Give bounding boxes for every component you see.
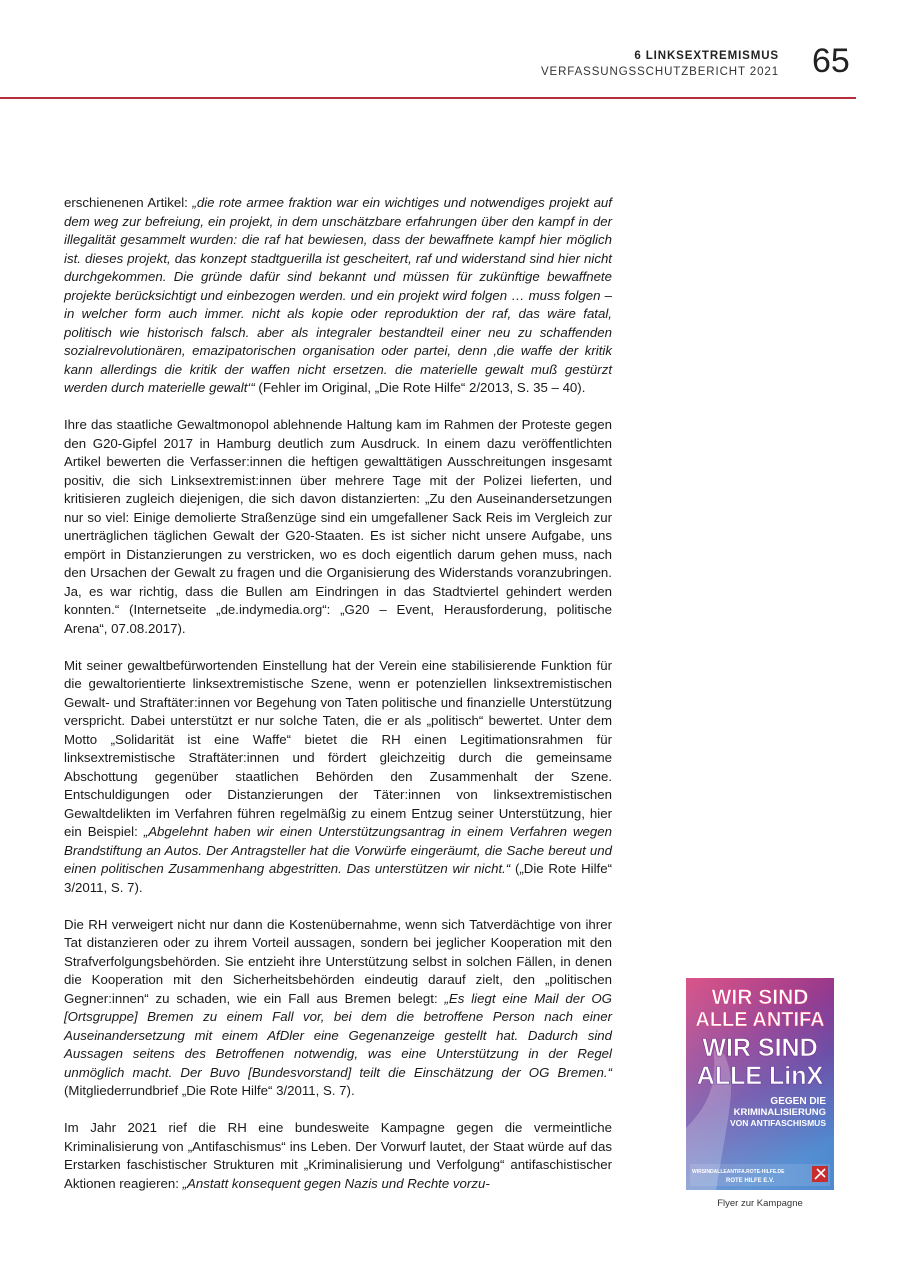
flyer-sub1: GEGEN DIE <box>770 1096 826 1107</box>
flyer-line1: WIR SIND <box>711 986 809 1009</box>
quote-text: „Abgelehnt haben wir einen Unterstützungsantrag in einem Verfahren wegen Brandstiftung an Autos. Der Antragsteller hat die Vorwürfe eingeräumt, die Sache bereut und einen politischen Zusammenhang abgestritten. Das unterstützen wir nicht.“ <box>64 824 612 876</box>
body-text: erschienenen Artikel: <box>64 195 193 210</box>
flyer-footer-org: ROTE HILFE E.V. <box>726 1178 775 1184</box>
report-title: VERFASSUNGSSCHUTZBERICHT 2021 <box>540 66 779 78</box>
body-text: Ihre das staatliche Gewaltmonopol ablehnende Haltung kam im Rahmen der Proteste gegen den G20-Gipfel 2017 in Hamburg deutlich zum Ausdruck. In einem dazu veröffentlichten Artikel bewerten die Verfasser:innen die heftigen gewalttätigen Ausschreitungen insgesamt positiv, die sich Linksextremist:innen über mehrere Tage mit der Polizei lieferten, und kritisieren zugleich diejenigen, die sich davon distanzierten: „Zu den Auseinandersetzungen nur so viel: Einige demolierte Straßenzüge sind ein umgefallener Sack Reis im Vergleich zur unerträglichen täglichen Gewalt der G20-Staaten. Es ist sicher nicht unsere Aufgabe, uns empört in Distanzierungen zu verstricken, wo es doch eigentlich darum gehen muss, nach den Ursachen der Gewalt zu fragen und die Organisierung des Widerstands voranzubringen. Ja, es war richtig, dass die Bullen am Eindringen in das Stadtviertel gehindert werden konnten.“ (Internetseite „de.indymedia.org“: „G20 – Event, Herausforderung, politische Arena“, 07.08.2017). <box>64 417 612 636</box>
flyer-line2: ALLE ANTIFA <box>695 1009 825 1031</box>
paragraph <box>64 416 612 638</box>
flyer-graphic <box>686 978 834 1190</box>
paragraph <box>64 916 612 1101</box>
paragraph <box>64 657 612 898</box>
body-text: Im Jahr 2021 rief die RH eine bundesweite Kampagne gegen die vermeintliche Kriminalisierung von „Antifaschismus“ ins Leben. Der Vorwurf lautet, der Staat würde auf das Erstarken faschistischer Strukturen mit „Kriminalisierung und Verfolgung“ antifaschistischer Aktionen reagieren: <box>64 1120 612 1191</box>
flyer-caption: Flyer zur Kampagne <box>717 1198 803 1209</box>
body-text: (Mitgliederrundbrief „Die Rote Hilfe“ 3/2011, S. 7). <box>64 1083 355 1098</box>
page-header <box>0 0 900 100</box>
body-text: („Die Rote Hilfe“ 3/2011, S. 7). <box>64 861 612 895</box>
quote-text: „Anstatt konsequent gegen Nazis und Rechte vorzu- <box>182 1175 490 1191</box>
quote-text: „Es liegt eine Mail der OG [Ortsgruppe] Bremen zu einem Fall vor, bei dem die betroffene Person nach einer Auseinandersetzung mit einem AfDler eine Gegenanzeige gestellt hat. Dadurch sind Aussagen seitens des Betroffenen notwendig, was eine Unterstützung in der Regel unmöglich macht. Der Buvo [Bundesvorstand] teilt die Einschätzung der OG Bremen.“ <box>64 990 612 1080</box>
quote-text: „die rote armee fraktion war ein wichtiges und notwendiges projekt auf dem weg zur befreiung, ein projekt, in dem unschätzbare erfahrungen über den kampf in der illegalität gesammelt wurden: die raf hat bewiesen, dass der bewaffnete kampf hier möglich ist. dieses projekt, das konzept stadtguerilla ist gescheitert, raf und widerstand sind hier nicht durchgekommen. Die gründe dafür sind bekannt und müssen für zukünftige bewaffnete projekte berücksichtigt und einbezogen werden. und ein projekt wird folgen … muss folgen – in welcher form auch immer. nicht als kopie oder reproduktion der raf, das wäre fatal, politisch wie historisch falsch. aber als integraler bestandteil einer neu zu schaffenden sozialrevolutionären, emazipatorischen organisation oder partei, denn ‚die waffe der kritik kann allerdings die kritik der waffen nicht ersetzen. die materielle gewalt muß gestürzt werden durch materielle gewalt‘“ <box>64 195 612 395</box>
flyer-sub2: KRIMINALISIERUNG <box>733 1107 826 1118</box>
page-number: 65 <box>812 42 850 80</box>
flyer-footer-url: WIRSINDALLEANTIFA.ROTE-HILFE.DE <box>692 1169 785 1175</box>
flyer-line3: WIR SIND <box>702 1034 818 1062</box>
flyer-line4: ALLE LinX <box>696 1062 824 1090</box>
main-text <box>64 194 612 1193</box>
chapter-title: 6 LINKSEXTREMISMUS <box>634 50 779 62</box>
flyer-image <box>686 978 834 1190</box>
body-text: (Fehler im Original, „Die Rote Hilfe“ 2/2013, S. 35 – 40). <box>254 380 586 395</box>
flyer-sub3: VON ANTIFASCHISMUS <box>729 1118 826 1128</box>
body-text: Die RH verweigert nicht nur dann die Kostenübernahme, wenn sich Tatverdächtige von ihrer Tat distanzieren oder zu ihrem Vorteil aussagen, sondern bei jeglicher Kooperation mit den Strafverfolgungsbehörden. Sie entzieht ihre Unterstützung selbst in solchen Fällen, in denen die Kooperation mit den Sicherheitsbehörden eindeutig darauf zielt, den „politischen Gegner:innen“ zu schaden, wie ein Fall aus Bremen belegt: <box>64 916 612 1006</box>
paragraph <box>64 194 612 398</box>
header-rule <box>0 97 856 99</box>
paragraph <box>64 1119 612 1193</box>
body-text: Mit seiner gewaltbefürwortenden Einstellung hat der Verein eine stabilisierende Funktion für die gewaltorientierte linksextremistische Szene, wenn er potenziellen linksextremistischen Gewalt- und Straftäter:innen vor Begehung von Taten politische und finanzielle Unterstützung verspricht. Dabei unterstützt er nur solche Taten, die er als „politisch“ bewertet. Unter dem Motto „Solidarität ist eine Waffe“ bietet die RH einen Legitimationsrahmen für linksextremistische Straftäter:innen und fördert gleichzeitig durch die gemeinsame Abschottung gegenüber staatlichen Behörden den Zusammenhalt der Szene. Entschuldigungen oder Distanzierungen der Täter:innen von linksextremistischen Gewaltdelikten im Verfahren führen regelmäßig zu einem Entzug seiner Unterstützung, hier ein Beispiel: <box>64 657 612 839</box>
